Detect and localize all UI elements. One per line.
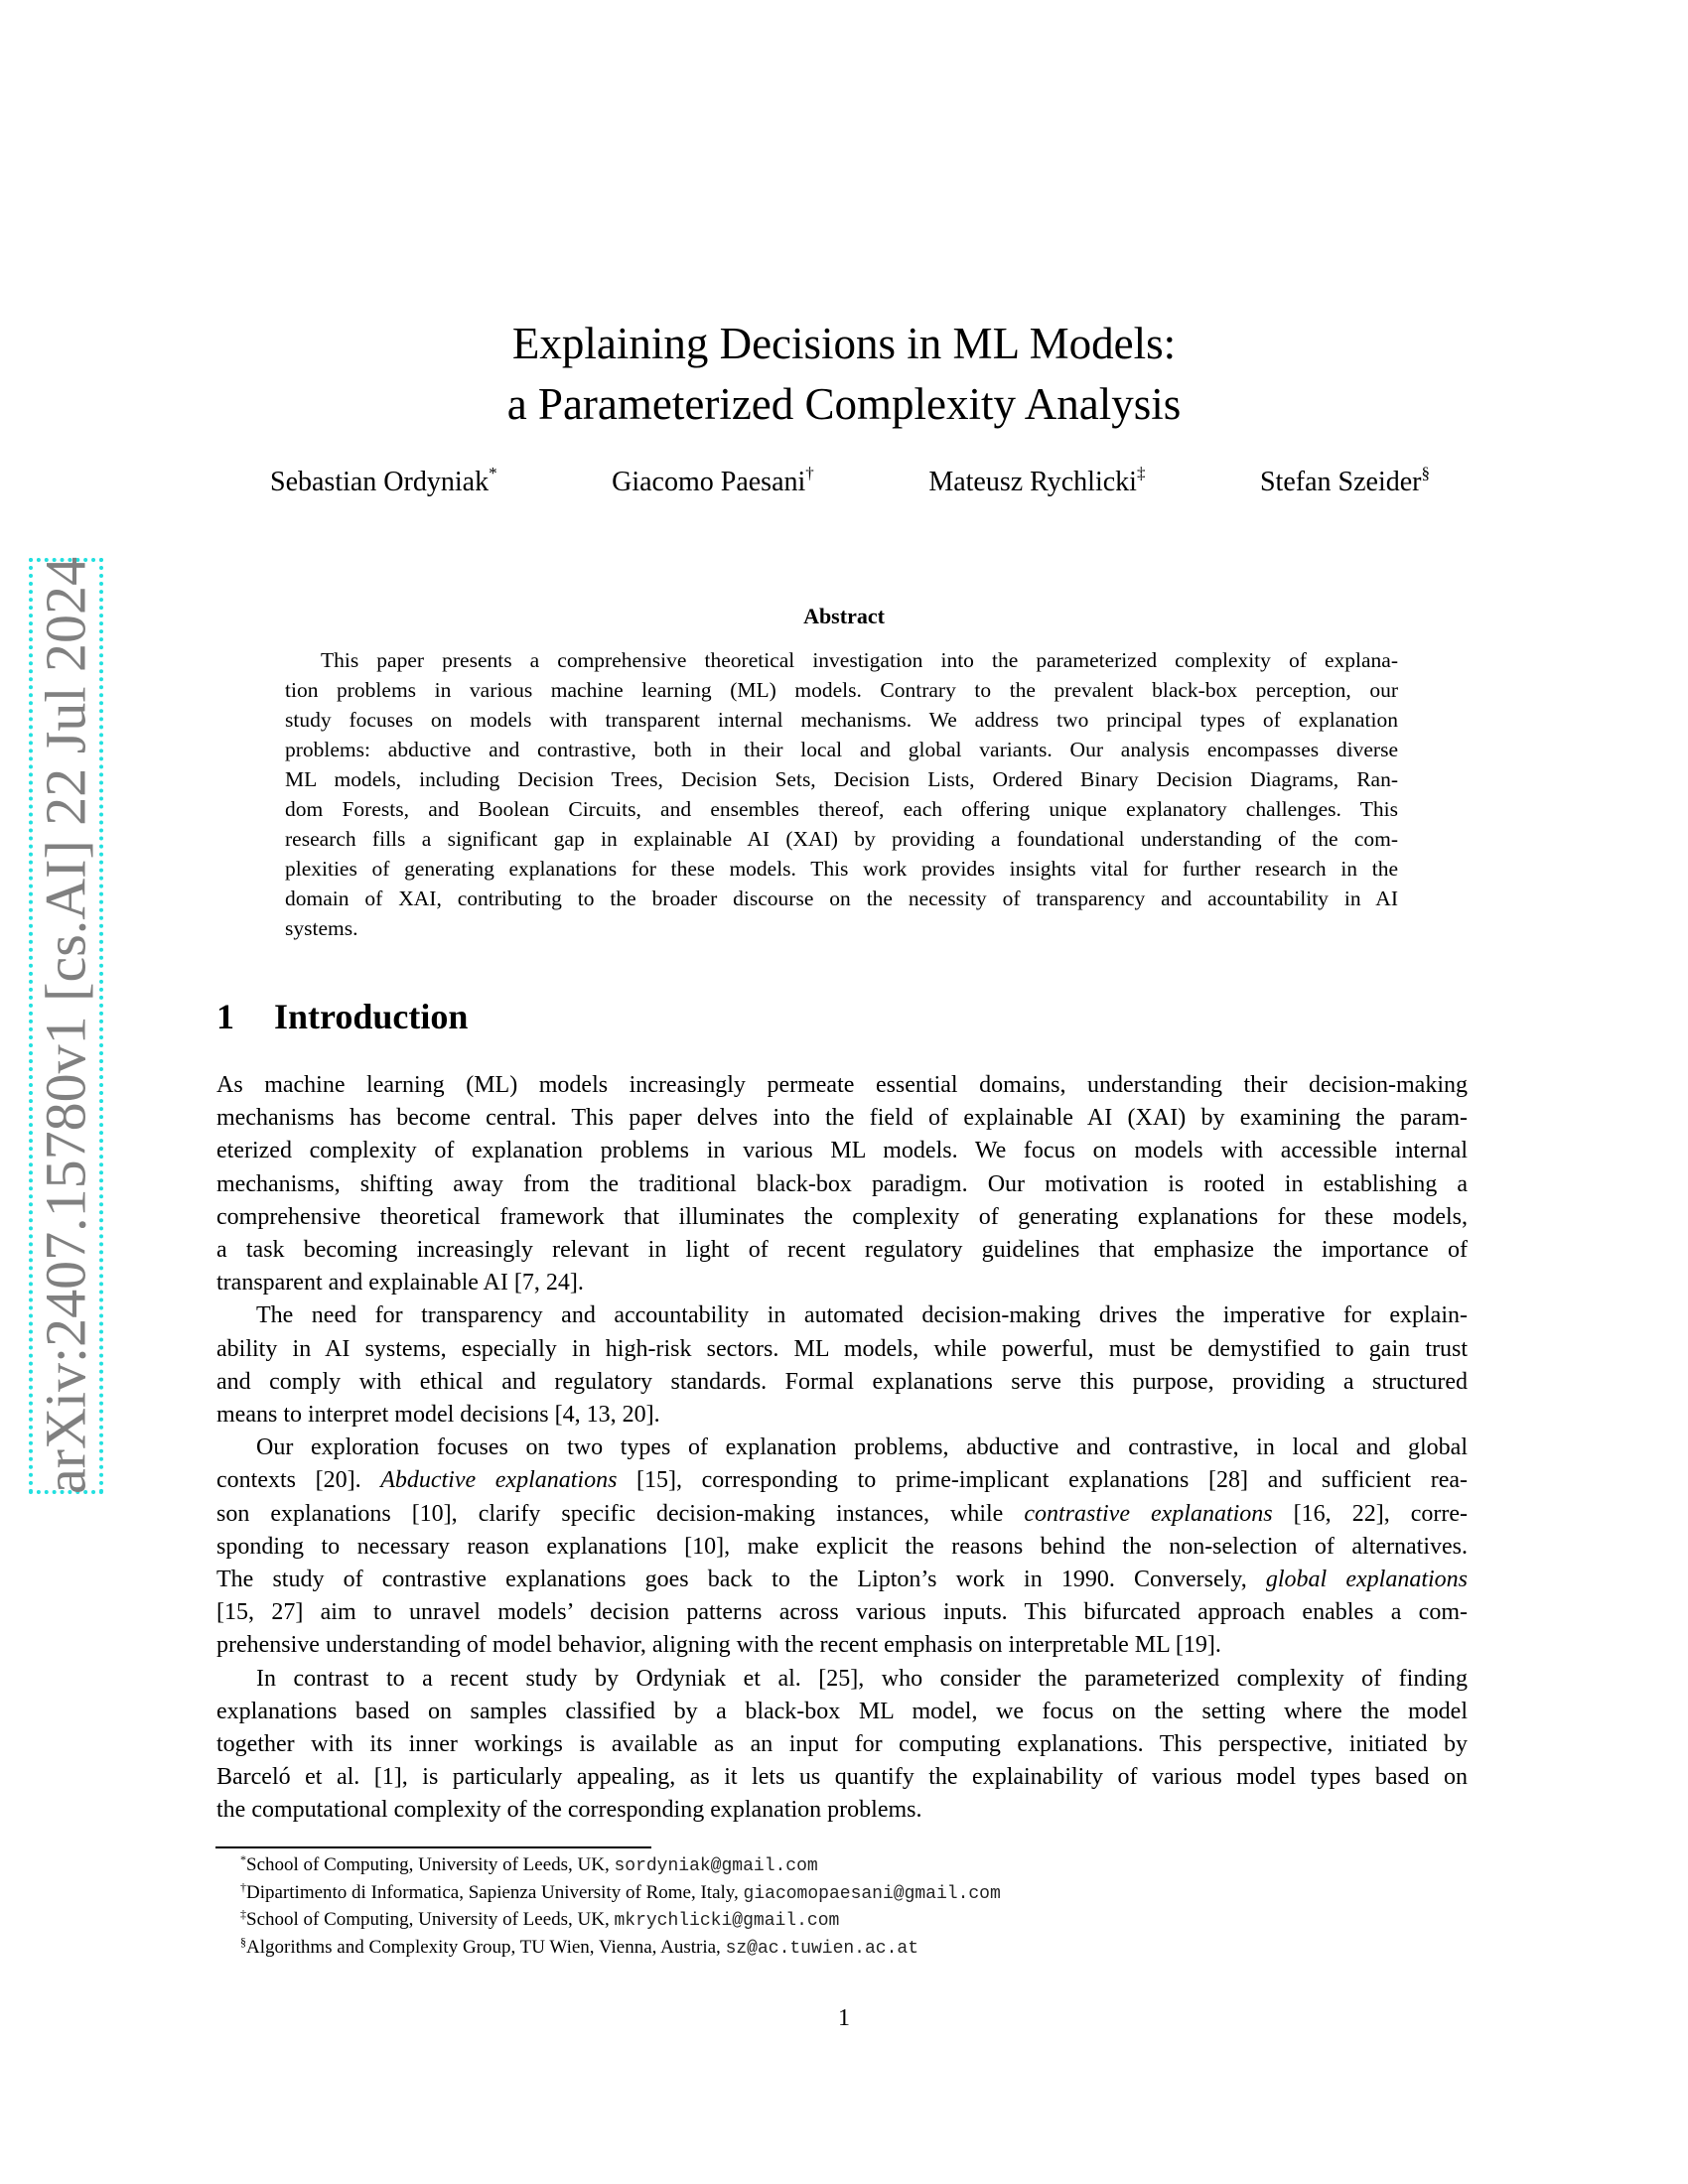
section-title: Introduction <box>274 997 469 1036</box>
arxiv-stamp: arXiv:2407.15780v1 [cs.AI] 22 Jul 2024 <box>33 556 98 1495</box>
footnotes <box>240 1852 1001 1962</box>
page-number: 1 <box>838 2005 850 2031</box>
section-number: 1 <box>216 997 234 1036</box>
email-link[interactable]: mkrychlicki@gmail.com <box>614 1911 840 1931</box>
text-line: ML models, including Decision Trees, Decision Sets, Decision Lists, Ordered Binary Decision Diagrams, Ran- <box>285 767 1398 791</box>
text-line: [15, 27] aim to unravel models’ decision patterns across various inputs. This bifurcated approach enables a com- <box>216 1599 1468 1626</box>
footnote-mark: * <box>489 464 497 482</box>
abstract-heading: Abstract <box>803 604 885 628</box>
text-line: plexities of generating explanations for these models. This work provides insights vital for further research in the <box>285 857 1398 881</box>
text-line: mechanisms has become central. This paper delves into the field of explainable AI (XAI) by examining the param- <box>216 1105 1468 1132</box>
paragraph-2 <box>216 1299 1468 1432</box>
introduction-body <box>216 1069 1468 1828</box>
author: Stefan Szeider§ <box>1259 464 1430 497</box>
footnote: §Algorithms and Complexity Group, TU Wien, Vienna, Austria, sz@ac.tuwien.ac.at <box>240 1934 918 1959</box>
text-line: The study of contrastive explanations goes back to the Lipton’s work in 1990. Conversely, global explanations <box>216 1567 1468 1593</box>
text-line: prehensive understanding of model behavior, aligning with the recent emphasis on interpretable ML [19]. <box>216 1632 1221 1659</box>
text-line: study focuses on models with transparent internal mechanisms. We address two principal types of explanation <box>285 708 1398 732</box>
text-line: son explanations [10], clarify specific decision-making instances, while contrastive explanations [16, 22], corre- <box>216 1500 1468 1527</box>
author: Giacomo Paesani† <box>612 464 814 497</box>
email-link[interactable]: sordyniak@gmail.com <box>614 1856 818 1876</box>
paragraph-4 <box>216 1663 1468 1828</box>
email-link[interactable]: giacomopaesani@gmail.com <box>743 1883 1001 1904</box>
text-line: transparent and explainable AI [7, 24]. <box>216 1270 584 1297</box>
paragraph-1 <box>216 1069 1468 1299</box>
text-line: Barceló et al. [1], is particularly appealing, as it lets us quantify the explainability of various model types based on <box>216 1764 1468 1791</box>
footnote: ‡School of Computing, University of Leeds, UK, mkrychlicki@gmail.com <box>240 1907 840 1931</box>
footnote-rule <box>215 1846 651 1848</box>
paragraph-3 <box>216 1432 1468 1662</box>
text-line: The need for transparency and accountability in automated decision-making drives the imperative for explain- <box>256 1302 1468 1329</box>
text-line: explanations based on samples classified by a black-box ML model, we focus on the setting where the model <box>216 1698 1468 1724</box>
footnote: †Dipartimento di Informatica, Sapienza University of Rome, Italy, giacomopaesani@gmail.com <box>240 1879 1001 1904</box>
text-line: a task becoming increasingly relevant in light of recent regulatory guidelines that emphasize the importance of <box>216 1237 1468 1264</box>
text-line: dom Forests, and Boolean Circuits, and ensembles thereof, each offering unique explanatory challenges. This <box>285 797 1398 821</box>
footnote: *School of Computing, University of Leeds, UK, sordyniak@gmail.com <box>240 1852 818 1876</box>
emphasis: contrastive explanations <box>1024 1500 1273 1527</box>
text-line: In contrast to a recent study by Ordyniak et al. [25], who consider the parameterized complexity of finding <box>256 1665 1468 1692</box>
footnote-mark: † <box>805 464 814 482</box>
text-line: sponding to necessary reason explanations [10], make explicit the reasons behind the non-selection of alternatives. <box>216 1533 1468 1560</box>
footnote-mark: § <box>1421 464 1430 482</box>
abstract-body <box>285 645 1398 943</box>
emphasis: Abductive explanations <box>380 1467 618 1494</box>
text-line: tion problems in various machine learning (ML) models. Contrary to the prevalent black-box perception, our <box>285 678 1398 702</box>
text-line: contexts [20]. Abductive explanations [15], corresponding to prime-implicant explanations [28] and sufficient rea- <box>216 1467 1468 1494</box>
author-list <box>270 464 1430 498</box>
author: Sebastian Ordyniak* <box>270 464 497 497</box>
title-line-1: Explaining Decisions in ML Models: <box>511 319 1177 368</box>
text-line: Our exploration focuses on two types of explanation problems, abductive and contrastive, in local and global <box>256 1434 1468 1461</box>
emphasis: global explanations <box>1265 1567 1468 1593</box>
email-link[interactable]: sz@ac.tuwien.ac.at <box>725 1938 918 1959</box>
footnote-mark: ‡ <box>1136 464 1146 482</box>
text-line: mechanisms, shifting away from the traditional black-box paradigm. Our motivation is rooted in establishing a <box>216 1170 1468 1197</box>
text-line: ability in AI systems, especially in high-risk sectors. ML models, while powerful, must be demystified to gain trust <box>216 1335 1468 1362</box>
text-line: the computational complexity of the corresponding explanation problems. <box>216 1797 922 1824</box>
title-line-2: a Parameterized Complexity Analysis <box>506 379 1182 429</box>
text-line: As machine learning (ML) models increasingly permeate essential domains, understanding their decision-making <box>216 1072 1468 1098</box>
text-line: research fills a significant gap in explainable AI (XAI) by providing a foundational understanding of the com- <box>285 827 1398 851</box>
section-heading <box>216 996 468 1037</box>
text-line: systems. <box>285 916 358 940</box>
text-line: problems: abductive and contrastive, both in their local and global variants. Our analysis encompasses diverse <box>285 738 1398 761</box>
text-line: means to interpret model decisions [4, 13, 20]. <box>216 1402 660 1429</box>
text-line: and comply with ethical and regulatory standards. Formal explanations serve this purpose, providing a structured <box>216 1368 1468 1395</box>
text-line: comprehensive theoretical framework that illuminates the complexity of generating explanations for these models, <box>216 1203 1468 1230</box>
text-line: This paper presents a comprehensive theoretical investigation into the parameterized complexity of explana- <box>321 648 1398 672</box>
text-line: eterized complexity of explanation problems in various ML models. We focus on models with accessible internal <box>216 1138 1468 1164</box>
author: Mateusz Rychlicki‡ <box>928 464 1146 497</box>
paper-title <box>0 314 1688 435</box>
text-line: together with its inner workings is available as an input for computing explanations. This perspective, initiated by <box>216 1731 1468 1758</box>
text-line: domain of XAI, contributing to the broader discourse on the necessity of transparency and accountability in AI <box>285 887 1398 910</box>
